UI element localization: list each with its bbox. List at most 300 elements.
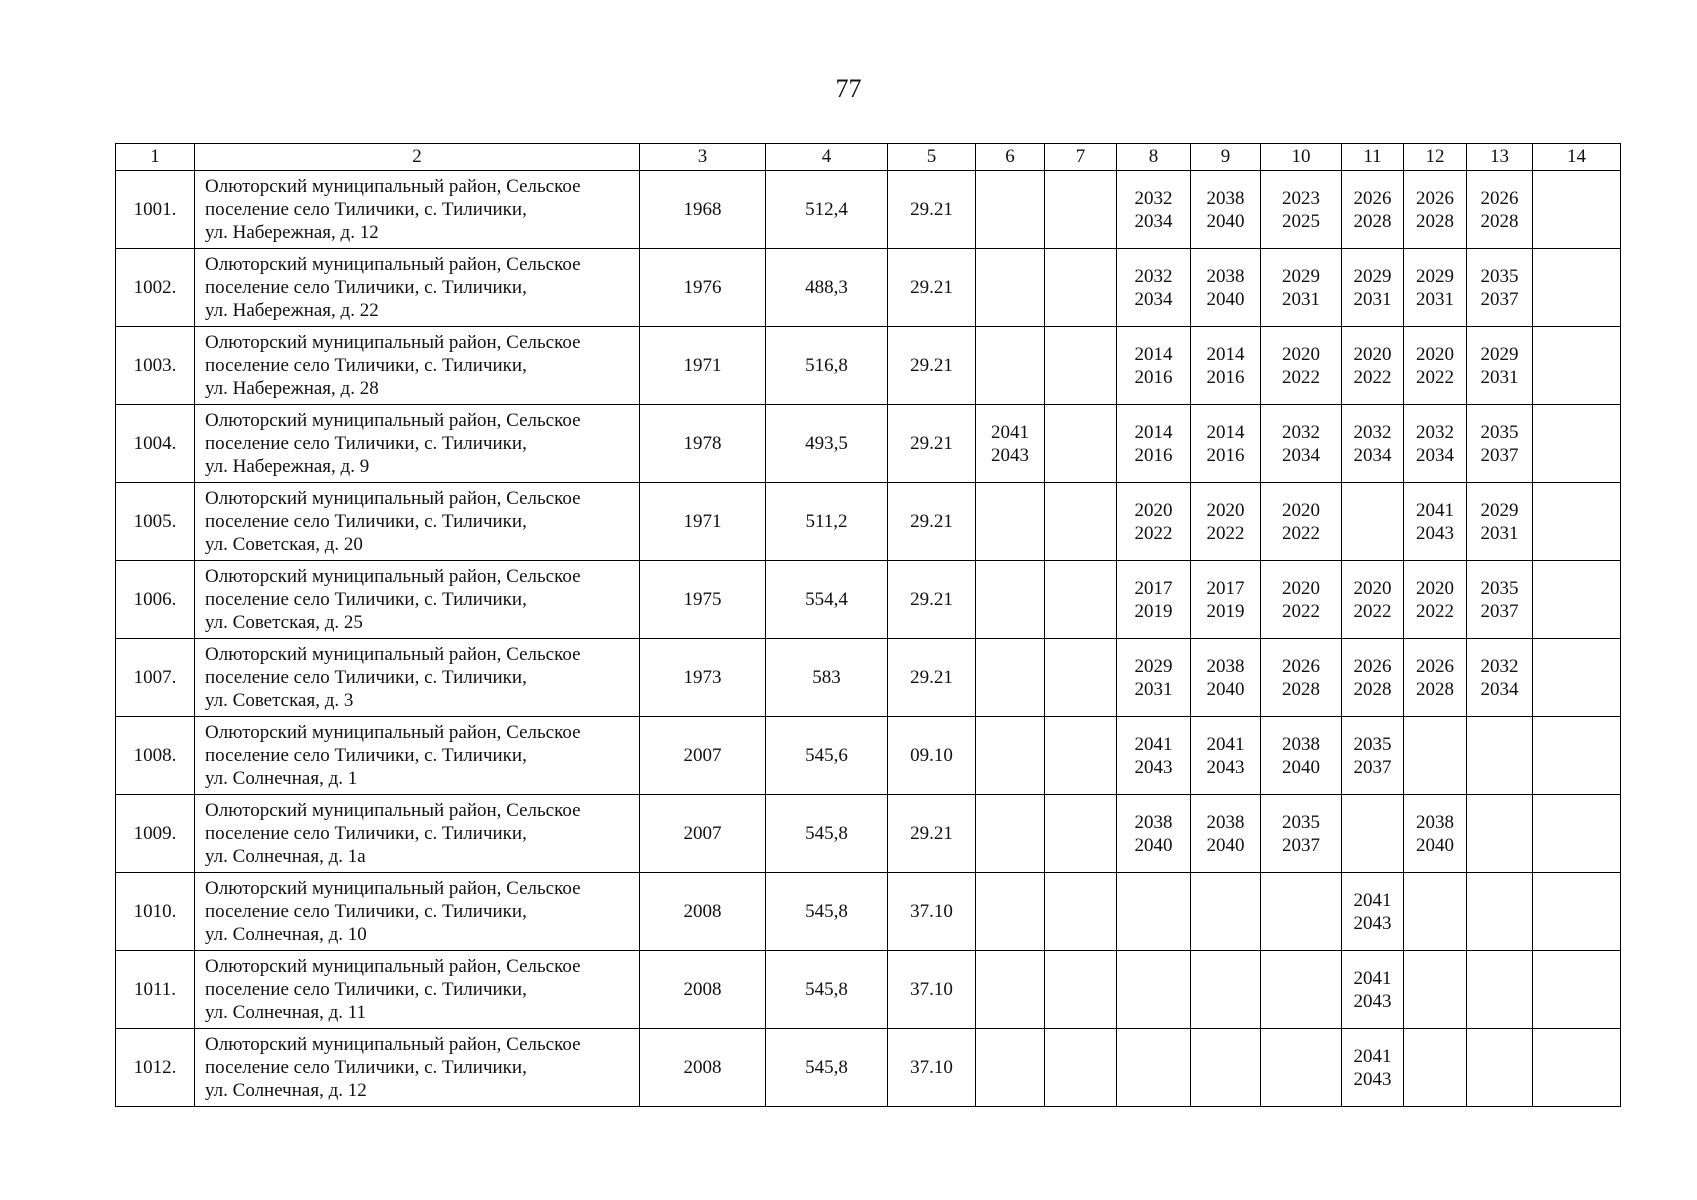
area-cell: 545,8 (766, 1029, 888, 1107)
period-year: 2043 (1134, 756, 1173, 778)
code-cell: 09.10 (888, 717, 976, 795)
period-cell-10 (1261, 327, 1342, 405)
address-line: поселение село Тиличики, с. Тиличики, (205, 823, 527, 844)
area-cell: 488,3 (766, 249, 888, 327)
address-cell (195, 171, 640, 249)
period-year: 2022 (1134, 522, 1173, 544)
period-year: 2020 (1353, 343, 1392, 365)
period-year: 2041 (1206, 733, 1245, 755)
period-cell-11 (1342, 171, 1404, 249)
period-cell-9 (1191, 639, 1261, 717)
period-year: 2028 (1480, 210, 1519, 232)
address-line: поселение село Тиличики, с. Тиличики, (205, 355, 527, 376)
area-cell: 516,8 (766, 327, 888, 405)
period-year: 2022 (1282, 522, 1320, 544)
period-cell-12 (1404, 327, 1467, 405)
period-year: 2031 (1353, 288, 1392, 310)
column-header: 6 (976, 144, 1045, 171)
period-cell-9 (1191, 561, 1261, 639)
period-cell-9 (1191, 795, 1261, 873)
code-cell: 37.10 (888, 1029, 976, 1107)
code-cell: 29.21 (888, 327, 976, 405)
table-row (116, 327, 1621, 405)
period-cell-7 (1045, 1029, 1117, 1107)
row-number-cell: 1010. (116, 873, 195, 951)
row-number-cell: 1008. (116, 717, 195, 795)
table-row (116, 717, 1621, 795)
period-cell-14 (1533, 483, 1621, 561)
period-year: 2028 (1353, 210, 1392, 232)
period-cell-10 (1261, 717, 1342, 795)
row-number-cell: 1007. (116, 639, 195, 717)
period-year: 2035 (1480, 421, 1519, 443)
period-cell-14 (1533, 249, 1621, 327)
period-year: 2041 (1353, 889, 1392, 911)
period-year: 2029 (1134, 655, 1173, 677)
period-year: 2040 (1282, 756, 1320, 778)
period-year: 2043 (1416, 522, 1454, 544)
period-cell-14 (1533, 171, 1621, 249)
period-year: 2026 (1282, 655, 1320, 677)
row-number-cell: 1001. (116, 171, 195, 249)
period-cell-6 (976, 639, 1045, 717)
year-cell: 1978 (640, 405, 766, 483)
period-cell-8 (1117, 483, 1191, 561)
table-row (116, 1029, 1621, 1107)
column-header: 2 (195, 144, 640, 171)
code-cell: 29.21 (888, 405, 976, 483)
period-cell-10 (1261, 873, 1342, 951)
period-cell-7 (1045, 561, 1117, 639)
period-year: 2032 (1134, 187, 1173, 209)
period-cell-13 (1467, 171, 1533, 249)
period-year: 2014 (1206, 421, 1245, 443)
column-header: 14 (1533, 144, 1621, 171)
period-year: 2022 (1282, 366, 1320, 388)
table-row (116, 873, 1621, 951)
period-cell-9 (1191, 951, 1261, 1029)
housing-table (115, 143, 1621, 1107)
period-cell-12 (1404, 483, 1467, 561)
period-year: 2019 (1206, 600, 1245, 622)
period-cell-10 (1261, 1029, 1342, 1107)
period-year: 2017 (1134, 577, 1173, 599)
address-line: поселение село Тиличики, с. Тиличики, (205, 277, 527, 298)
address-line: поселение село Тиличики, с. Тиличики, (205, 667, 527, 688)
period-cell-9 (1191, 405, 1261, 483)
period-cell-14 (1533, 951, 1621, 1029)
period-year: 2028 (1353, 678, 1392, 700)
period-year: 2031 (1134, 678, 1173, 700)
period-year: 2029 (1480, 343, 1519, 365)
period-year: 2032 (1353, 421, 1392, 443)
period-year: 2031 (1282, 288, 1320, 310)
table-row (116, 405, 1621, 483)
year-cell: 2007 (640, 795, 766, 873)
period-year: 2032 (1416, 421, 1454, 443)
period-cell-13 (1467, 327, 1533, 405)
period-cell-10 (1261, 249, 1342, 327)
area-cell: 512,4 (766, 171, 888, 249)
period-cell-11 (1342, 873, 1404, 951)
period-year: 2040 (1206, 288, 1245, 310)
period-year: 2019 (1134, 600, 1173, 622)
period-year: 2016 (1134, 444, 1173, 466)
period-cell-8 (1117, 795, 1191, 873)
header-row (116, 144, 1621, 171)
address-cell (195, 327, 640, 405)
period-cell-13 (1467, 561, 1533, 639)
row-number-cell: 1006. (116, 561, 195, 639)
column-header: 5 (888, 144, 976, 171)
period-cell-13 (1467, 717, 1533, 795)
period-year: 2034 (1353, 444, 1392, 466)
period-year: 2029 (1353, 265, 1392, 287)
period-year: 2034 (1134, 210, 1173, 232)
period-cell-11 (1342, 405, 1404, 483)
period-cell-9 (1191, 327, 1261, 405)
period-cell-12 (1404, 1029, 1467, 1107)
address-line: ул. Набережная, д. 9 (205, 456, 370, 477)
period-year: 2016 (1206, 366, 1245, 388)
address-line: Олюторский муниципальный район, Сельское (205, 800, 581, 821)
period-year: 2022 (1206, 522, 1245, 544)
period-cell-6 (976, 717, 1045, 795)
period-cell-12 (1404, 795, 1467, 873)
period-year: 2041 (1134, 733, 1173, 755)
row-number-cell: 1005. (116, 483, 195, 561)
period-cell-7 (1045, 717, 1117, 795)
row-number-cell: 1009. (116, 795, 195, 873)
period-year: 2032 (1480, 655, 1519, 677)
code-cell: 29.21 (888, 249, 976, 327)
period-cell-10 (1261, 951, 1342, 1029)
period-year: 2035 (1480, 577, 1519, 599)
period-year: 2029 (1416, 265, 1454, 287)
code-cell: 29.21 (888, 795, 976, 873)
period-cell-7 (1045, 873, 1117, 951)
address-line: ул. Солнечная, д. 1 (205, 768, 358, 789)
year-cell: 1971 (640, 327, 766, 405)
row-number-cell: 1012. (116, 1029, 195, 1107)
table-row (116, 249, 1621, 327)
period-year: 2041 (1353, 967, 1392, 989)
period-cell-8 (1117, 327, 1191, 405)
column-header: 13 (1467, 144, 1533, 171)
period-year: 2026 (1480, 187, 1519, 209)
row-number-cell: 1002. (116, 249, 195, 327)
address-line: Олюторский муниципальный район, Сельское (205, 878, 581, 899)
period-year: 2022 (1416, 600, 1454, 622)
period-cell-12 (1404, 951, 1467, 1029)
table-row (116, 795, 1621, 873)
period-year: 2014 (1206, 343, 1245, 365)
period-year: 2031 (1480, 366, 1519, 388)
address-line: поселение село Тиличики, с. Тиличики, (205, 433, 527, 454)
period-year: 2043 (1353, 990, 1392, 1012)
period-year: 2043 (1353, 912, 1392, 934)
period-year: 2035 (1282, 811, 1320, 833)
area-cell: 545,8 (766, 795, 888, 873)
period-cell-13 (1467, 483, 1533, 561)
table-row (116, 171, 1621, 249)
address-line: поселение село Тиличики, с. Тиличики, (205, 511, 527, 532)
period-cell-8 (1117, 405, 1191, 483)
column-header: 3 (640, 144, 766, 171)
period-year: 2041 (1353, 1045, 1392, 1067)
period-year: 2026 (1416, 655, 1454, 677)
period-cell-6 (976, 561, 1045, 639)
period-cell-11 (1342, 639, 1404, 717)
period-year: 2043 (1353, 1068, 1392, 1090)
column-header: 9 (1191, 144, 1261, 171)
period-year: 2038 (1206, 187, 1245, 209)
period-cell-8 (1117, 873, 1191, 951)
address-cell (195, 561, 640, 639)
period-cell-8 (1117, 171, 1191, 249)
period-cell-14 (1533, 327, 1621, 405)
period-cell-6 (976, 951, 1045, 1029)
area-cell: 583 (766, 639, 888, 717)
period-year: 2041 (1416, 499, 1454, 521)
address-cell (195, 249, 640, 327)
period-year: 2037 (1353, 756, 1392, 778)
period-cell-12 (1404, 717, 1467, 795)
period-year: 2043 (1206, 756, 1245, 778)
period-cell-10 (1261, 795, 1342, 873)
period-cell-8 (1117, 639, 1191, 717)
period-cell-6 (976, 483, 1045, 561)
area-cell: 511,2 (766, 483, 888, 561)
address-line: Олюторский муниципальный район, Сельское (205, 644, 581, 665)
period-year: 2043 (991, 444, 1029, 466)
code-cell: 29.21 (888, 171, 976, 249)
period-year: 2034 (1282, 444, 1320, 466)
code-cell: 37.10 (888, 951, 976, 1029)
period-year: 2026 (1416, 187, 1454, 209)
code-cell: 29.21 (888, 483, 976, 561)
address-line: ул. Набережная, д. 28 (205, 378, 379, 399)
address-line: поселение село Тиличики, с. Тиличики, (205, 745, 527, 766)
period-year: 2028 (1416, 678, 1454, 700)
period-year: 2038 (1416, 811, 1454, 833)
period-cell-9 (1191, 873, 1261, 951)
period-cell-6 (976, 171, 1045, 249)
period-year: 2031 (1480, 522, 1519, 544)
column-header: 4 (766, 144, 888, 171)
period-cell-11 (1342, 717, 1404, 795)
period-cell-14 (1533, 1029, 1621, 1107)
period-cell-7 (1045, 951, 1117, 1029)
period-cell-14 (1533, 561, 1621, 639)
address-line: ул. Набережная, д. 12 (205, 222, 379, 243)
address-cell (195, 873, 640, 951)
period-year: 2023 (1282, 187, 1320, 209)
period-year: 2032 (1134, 265, 1173, 287)
address-line: ул. Солнечная, д. 1а (205, 846, 366, 867)
address-cell (195, 795, 640, 873)
period-cell-14 (1533, 639, 1621, 717)
period-cell-12 (1404, 873, 1467, 951)
year-cell: 2007 (640, 717, 766, 795)
period-year: 2017 (1206, 577, 1245, 599)
period-cell-7 (1045, 327, 1117, 405)
area-cell: 493,5 (766, 405, 888, 483)
period-year: 2022 (1353, 366, 1392, 388)
period-cell-7 (1045, 483, 1117, 561)
area-cell: 545,8 (766, 951, 888, 1029)
period-year: 2031 (1416, 288, 1454, 310)
table-body (116, 171, 1621, 1107)
year-cell: 1968 (640, 171, 766, 249)
period-year: 2040 (1206, 678, 1245, 700)
period-cell-11 (1342, 483, 1404, 561)
year-cell: 2008 (640, 1029, 766, 1107)
address-line: Олюторский муниципальный район, Сельское (205, 488, 581, 509)
address-line: ул. Солнечная, д. 12 (205, 1080, 367, 1101)
area-cell: 545,8 (766, 873, 888, 951)
column-header: 7 (1045, 144, 1117, 171)
period-year: 2020 (1206, 499, 1245, 521)
period-year: 2026 (1353, 187, 1392, 209)
table-header (116, 144, 1621, 171)
period-year: 2037 (1480, 288, 1519, 310)
code-cell: 29.21 (888, 561, 976, 639)
period-year: 2014 (1134, 343, 1173, 365)
period-year: 2029 (1282, 265, 1320, 287)
period-cell-6 (976, 873, 1045, 951)
address-line: Олюторский муниципальный район, Сельское (205, 956, 581, 977)
period-cell-6 (976, 249, 1045, 327)
period-year: 2038 (1206, 655, 1245, 677)
period-cell-8 (1117, 951, 1191, 1029)
address-line: поселение село Тиличики, с. Тиличики, (205, 901, 527, 922)
period-cell-14 (1533, 873, 1621, 951)
period-cell-11 (1342, 249, 1404, 327)
address-line: ул. Набережная, д. 22 (205, 300, 379, 321)
address-line: ул. Солнечная, д. 10 (205, 924, 367, 945)
period-year: 2029 (1480, 499, 1519, 521)
period-cell-9 (1191, 249, 1261, 327)
column-header: 1 (116, 144, 195, 171)
address-line: Олюторский муниципальный район, Сельское (205, 1034, 581, 1055)
table-row (116, 951, 1621, 1029)
period-cell-9 (1191, 483, 1261, 561)
period-cell-11 (1342, 327, 1404, 405)
period-year: 2020 (1416, 577, 1454, 599)
period-cell-12 (1404, 171, 1467, 249)
period-year: 2038 (1134, 811, 1173, 833)
period-cell-13 (1467, 405, 1533, 483)
address-cell (195, 405, 640, 483)
period-year: 2038 (1282, 733, 1320, 755)
column-header: 8 (1117, 144, 1191, 171)
period-cell-8 (1117, 1029, 1191, 1107)
period-cell-7 (1045, 405, 1117, 483)
period-year: 2034 (1134, 288, 1173, 310)
period-cell-11 (1342, 951, 1404, 1029)
address-line: ул. Советская, д. 20 (205, 534, 363, 555)
period-cell-11 (1342, 1029, 1404, 1107)
address-line: поселение село Тиличики, с. Тиличики, (205, 1057, 527, 1078)
period-year: 2041 (991, 421, 1029, 443)
address-cell (195, 717, 640, 795)
address-cell (195, 639, 640, 717)
area-cell: 554,4 (766, 561, 888, 639)
period-year: 2020 (1134, 499, 1173, 521)
period-cell-7 (1045, 249, 1117, 327)
year-cell: 1976 (640, 249, 766, 327)
period-cell-14 (1533, 717, 1621, 795)
period-cell-9 (1191, 717, 1261, 795)
period-cell-12 (1404, 639, 1467, 717)
address-line: Олюторский муниципальный район, Сельское (205, 566, 581, 587)
period-year: 2022 (1353, 600, 1392, 622)
period-cell-13 (1467, 1029, 1533, 1107)
area-cell: 545,6 (766, 717, 888, 795)
address-line: ул. Советская, д. 3 (205, 690, 354, 711)
period-year: 2040 (1134, 834, 1173, 856)
period-year: 2040 (1206, 834, 1245, 856)
address-cell (195, 1029, 640, 1107)
column-header: 11 (1342, 144, 1404, 171)
period-year: 2037 (1480, 600, 1519, 622)
period-year: 2022 (1416, 366, 1454, 388)
period-year: 2034 (1416, 444, 1454, 466)
period-cell-13 (1467, 951, 1533, 1029)
table-row (116, 561, 1621, 639)
period-cell-11 (1342, 561, 1404, 639)
period-cell-13 (1467, 795, 1533, 873)
period-cell-10 (1261, 483, 1342, 561)
period-year: 2034 (1480, 678, 1519, 700)
period-cell-10 (1261, 639, 1342, 717)
address-line: ул. Солнечная, д. 11 (205, 1002, 367, 1023)
period-cell-9 (1191, 1029, 1261, 1107)
row-number-cell: 1004. (116, 405, 195, 483)
period-cell-10 (1261, 171, 1342, 249)
period-year: 2020 (1282, 499, 1320, 521)
address-line: Олюторский муниципальный район, Сельское (205, 722, 581, 743)
period-cell-12 (1404, 405, 1467, 483)
period-cell-8 (1117, 561, 1191, 639)
period-cell-11 (1342, 795, 1404, 873)
period-cell-6 (976, 795, 1045, 873)
period-year: 2035 (1480, 265, 1519, 287)
year-cell: 2008 (640, 951, 766, 1029)
column-header: 10 (1261, 144, 1342, 171)
address-line: поселение село Тиличики, с. Тиличики, (205, 199, 527, 220)
period-cell-7 (1045, 795, 1117, 873)
address-line: ул. Советская, д. 25 (205, 612, 363, 633)
period-year: 2014 (1134, 421, 1173, 443)
period-year: 2037 (1282, 834, 1320, 856)
period-cell-7 (1045, 639, 1117, 717)
period-cell-6 (976, 327, 1045, 405)
address-line: Олюторский муниципальный район, Сельское (205, 176, 581, 197)
period-year: 2032 (1282, 421, 1320, 443)
period-cell-9 (1191, 171, 1261, 249)
period-cell-6 (976, 405, 1045, 483)
address-line: поселение село Тиличики, с. Тиличики, (205, 589, 527, 610)
address-cell (195, 951, 640, 1029)
row-number-cell: 1003. (116, 327, 195, 405)
period-cell-12 (1404, 561, 1467, 639)
period-year: 2016 (1206, 444, 1245, 466)
period-cell-14 (1533, 405, 1621, 483)
period-cell-10 (1261, 405, 1342, 483)
page-number: 77 (835, 74, 862, 103)
